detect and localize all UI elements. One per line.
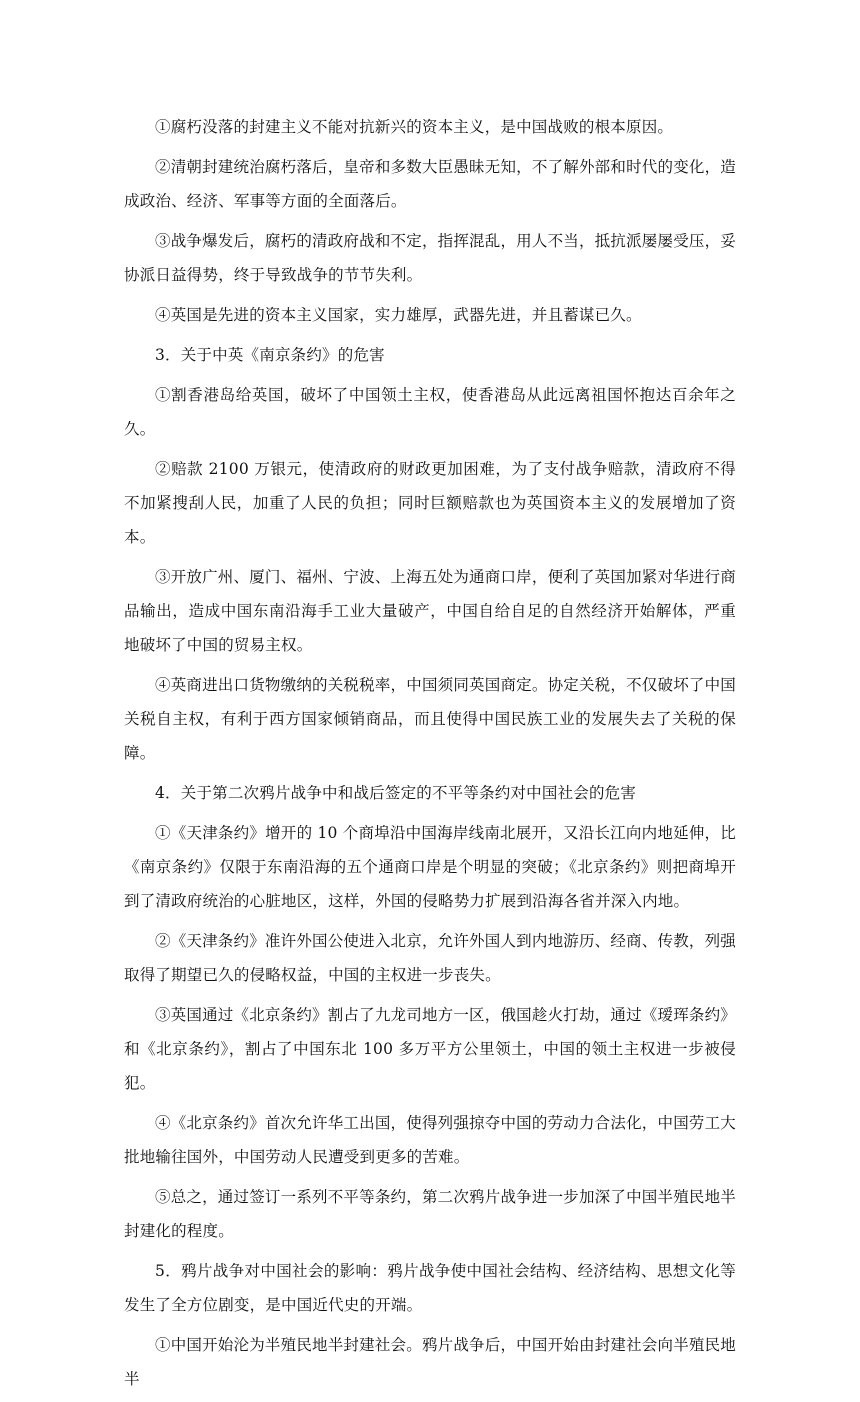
paragraph-cause-4: ④英国是先进的资本主义国家，实力雄厚，武器先进，并且蓄谋已久。 [155,306,642,324]
paragraph-cause-2: ②清朝封建统治腐朽落后，皇帝和多数大臣愚昧无知，不了解外部和时代的变化，造成政治、经济、军事等方面的全面落后。 [124,158,736,210]
paragraph-nanjing-3: ③开放广州、厦门、福州、宁波、上海五处为通商口岸，便利了英国加紧对华进行商品输出，造成中国东南沿海手工业大量破产，中国自给自足的自然经济开始解体，严重地破坏了中国的贸易主权。 [124,568,736,654]
paragraph-cause-1: ①腐朽没落的封建主义不能对抗新兴的资本主义，是中国战败的根本原因。 [155,118,674,136]
paragraph-treaty-1: ①《天津条约》增开的 10 个商埠沿中国海岸线南北展开，又沿长江向内地延伸，比《南京条约》仅限于东南沿海的五个通商口岸是个明显的突破；《北京条约》则把商埠开到了清政府统治的心脏地区，这样，外国的侵略势力扩展到沿海各省并深入内地。 [124,824,736,910]
paragraph-nanjing-1: ①割香港岛给英国，破坏了中国领土主权，使香港岛从此远离祖国怀抱达百余年之久。 [124,386,736,438]
paragraph-nanjing-2: ②赔款 2100 万银元，使清政府的财政更加困难，为了支付战争赔款，清政府不得不加紧搜刮人民，加重了人民的负担；同时巨额赔款也为英国资本主义的发展增加了资本。 [124,460,736,546]
section-heading-3: 3．关于中英《南京条约》的危害 [155,346,385,364]
section-heading-5: 5．鸦片战争对中国社会的影响：鸦片战争使中国社会结构、经济结构、思想文化等发生了全方位剧变，是中国近代史的开端。 [124,1262,736,1314]
paragraph-treaty-3: ③英国通过《北京条约》割占了九龙司地方一区，俄国趁火打劫，通过《瑷珲条约》和《北京条约》，割占了中国东北 100 多万平方公里领土，中国的领土主权进一步被侵犯。 [124,1006,736,1092]
section-heading-4: 4．关于第二次鸦片战争中和战后签定的不平等条约对中国社会的危害 [155,784,637,802]
paragraph-treaty-2: ②《天津条约》准许外国公使进入北京，允许外国人到内地游历、经商、传教，列强取得了期望已久的侵略权益，中国的主权进一步丧失。 [124,932,736,984]
paragraph-cause-3: ③战争爆发后，腐朽的清政府战和不定，指挥混乱，用人不当，抵抗派屡屡受压，妥协派日益得势，终于导致战争的节节失利。 [124,232,736,284]
paragraph-treaty-5: ⑤总之，通过签订一系列不平等条约，第二次鸦片战争进一步加深了中国半殖民地半封建化的程度。 [124,1188,736,1240]
paragraph-treaty-4: ④《北京条约》首次允许华工出国，使得列强掠夺中国的劳动力合法化，中国劳工大批地输往国外，中国劳动人民遭受到更多的苦难。 [124,1114,736,1166]
paragraph-nanjing-4: ④英商进出口货物缴纳的关税税率，中国须同英国商定。协定关税，不仅破坏了中国关税自主权，有利于西方国家倾销商品，而且使得中国民族工业的发展失去了关税的保障。 [124,676,736,762]
paragraph-impact-1: ①中国开始沦为半殖民地半封建社会。鸦片战争后，中国开始由封建社会向半殖民地半 [124,1336,736,1388]
document-page [124,110,736,1402]
